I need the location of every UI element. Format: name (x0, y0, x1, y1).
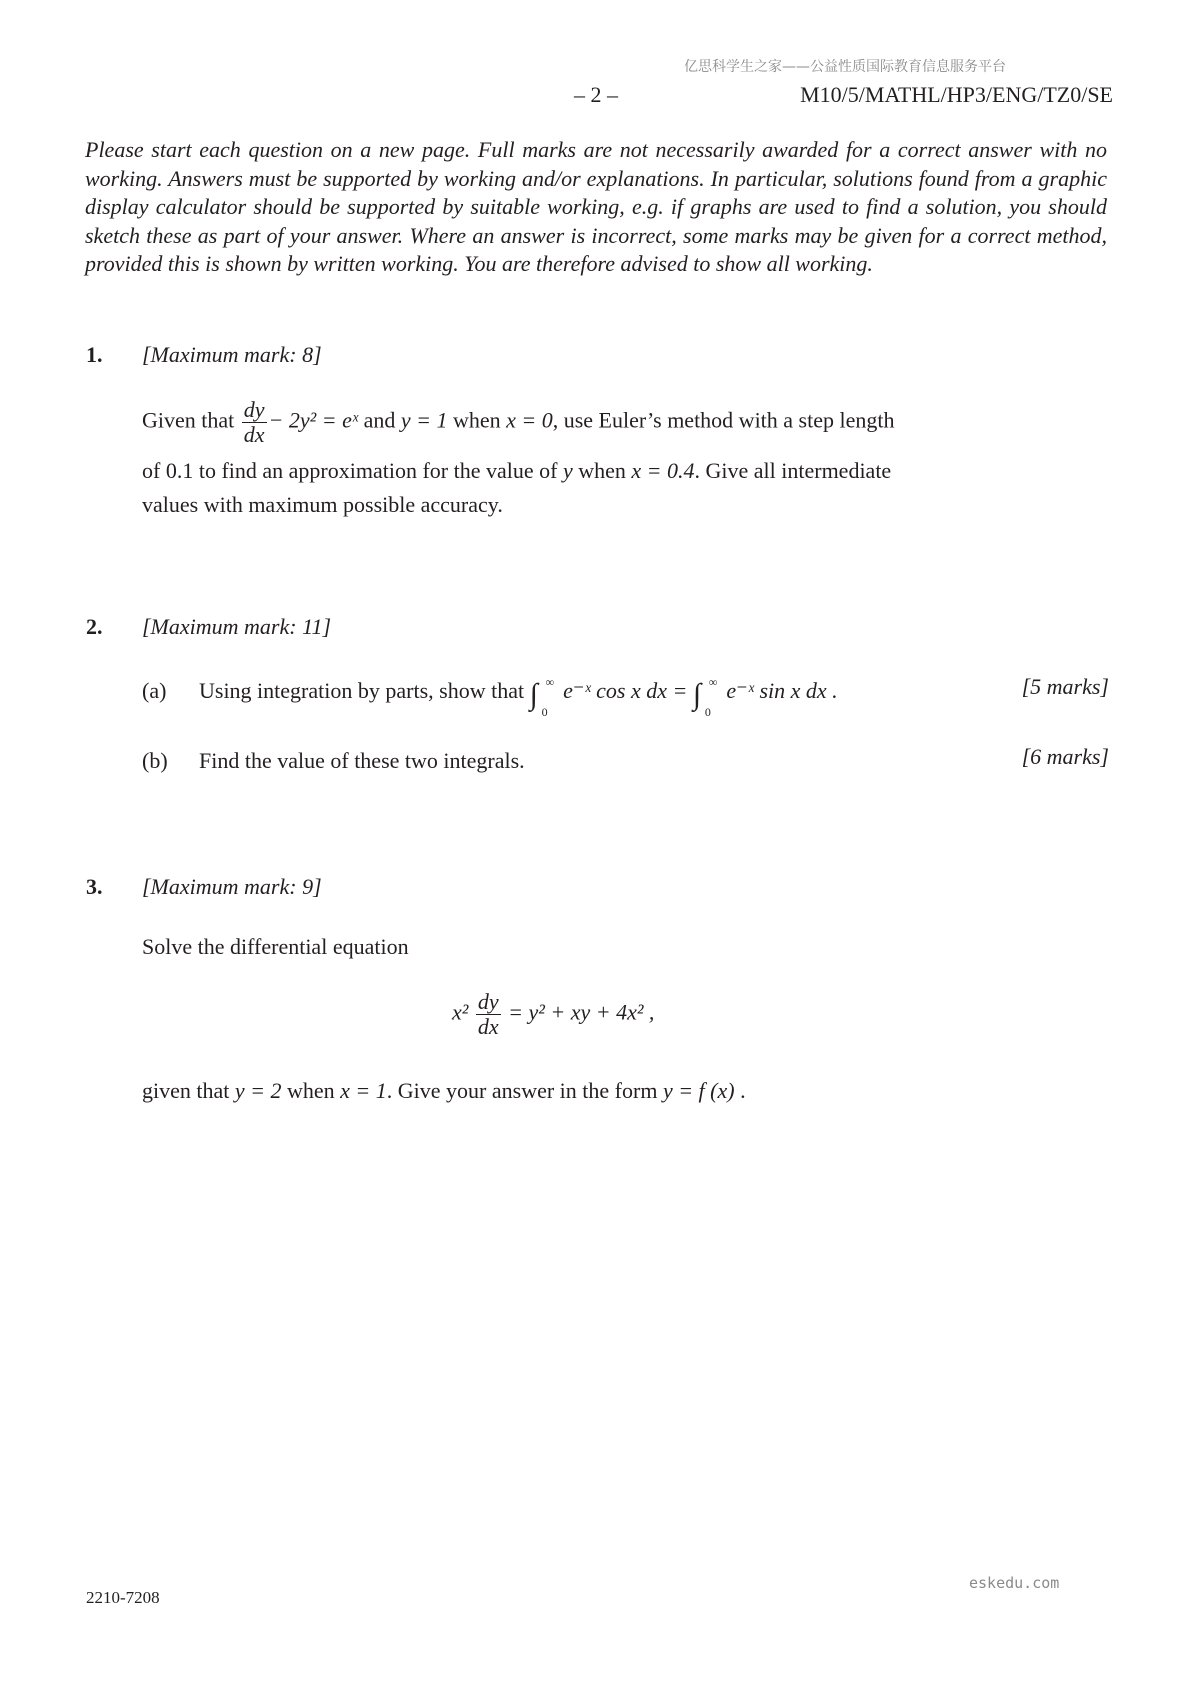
q1-line3: values with maximum possible accuracy. (142, 492, 503, 517)
q3-equation (452, 990, 654, 1039)
q2b-marks: [6 marks] (1021, 744, 1109, 769)
q1-frac-num: dy (243, 397, 265, 422)
q2a-prompt: Using integration by parts, show that (199, 678, 525, 703)
q3-intro: Solve the differential equation (142, 934, 409, 959)
q3-frac-num: dy (477, 989, 499, 1014)
watermark-bottom: eskedu.com (969, 1574, 1060, 1592)
q3-eq-rhs: = y² + xy + 4x² , (508, 999, 655, 1025)
q2-number: 2. (86, 614, 103, 639)
q1-number: 1. (86, 342, 103, 367)
integral-sign-icon: ∫ ∞ 0 (529, 675, 555, 719)
q1-line1 (142, 398, 895, 447)
q3-given-when: when (287, 1078, 335, 1103)
q1-cond-y: y = 1 (400, 407, 448, 433)
q2a-marks: [5 marks] (1021, 674, 1109, 699)
watermark-top: 亿思科学生之家——公益性质国际教育信息服务平台 (684, 59, 1006, 75)
q3-number: 3. (86, 874, 103, 899)
q1-line2-x: x = 0.4 (631, 458, 695, 483)
q1-when: when (452, 407, 501, 433)
q3-given-mid: . Give your answer in the form (386, 1078, 658, 1103)
q1-line2-y: y (562, 458, 573, 483)
page-number: – 2 – (574, 82, 618, 107)
q1-line2-text: of 0.1 to find an approximation for the value of (142, 458, 558, 483)
q3-eq-lhs: x² (452, 999, 469, 1025)
q3-given-form: y = f (x) (662, 1078, 735, 1103)
q1-line1-suffix: , use Euler’s method with a step length (552, 407, 895, 433)
q2b-label: (b) (142, 748, 168, 773)
q2a-lhs: e⁻ˣ cos x dx = (563, 678, 688, 703)
q3-given-prefix: given that (142, 1078, 230, 1103)
q3-frac-den: dx (477, 1014, 499, 1039)
instructions: Please start each question on a new page. Full marks are not necessarily awarded for a correct answer with no working. Answers must be supported by working and/or explanations. In particular, solutions found from a graphic display calculator should be supported by suitable working, e.g. if graphs are used to find a solution, you should sketch these as part of your answer. Where an answer is incorrect, some marks may be given for a correct method, provided this is shown by written working. You are therefore advised to show all working. (85, 137, 1107, 276)
q3-given-y: y = 2 (234, 1078, 282, 1103)
q1-cond-x: x = 0 (506, 407, 553, 433)
q1-and: and (363, 407, 396, 433)
q2b-text: Find the value of these two integrals. (199, 748, 525, 773)
q1-line2 (142, 454, 891, 488)
footer-code: 2210-7208 (86, 1588, 160, 1607)
paper-code: M10/5/MATHL/HP3/ENG/TZ0/SE (800, 82, 1113, 107)
q2a-rhs: e⁻ˣ sin x dx . (726, 678, 838, 703)
q1-line2-suffix: . Give all intermediate (694, 458, 892, 483)
q3-given-x: x = 1 (340, 1078, 387, 1103)
q1-derivative (242, 398, 267, 447)
q1-frac-den: dx (243, 422, 265, 447)
integral-sign-icon: ∫ ∞ 0 (692, 675, 718, 719)
q3-derivative (476, 990, 501, 1039)
q1-max-mark: [Maximum mark: 8] (142, 342, 322, 367)
q1-given-that: Given that (142, 407, 235, 433)
q2a-text (199, 674, 838, 719)
q3-max-mark: [Maximum mark: 9] (142, 874, 322, 899)
q2a-label: (a) (142, 678, 167, 703)
q2-max-mark: [Maximum mark: 11] (142, 614, 332, 639)
q3-given (142, 1074, 746, 1108)
q1-equation: − 2y² = eˣ (268, 407, 359, 433)
q3-given-end: . (740, 1078, 746, 1103)
q1-line2-when: when (578, 458, 626, 483)
